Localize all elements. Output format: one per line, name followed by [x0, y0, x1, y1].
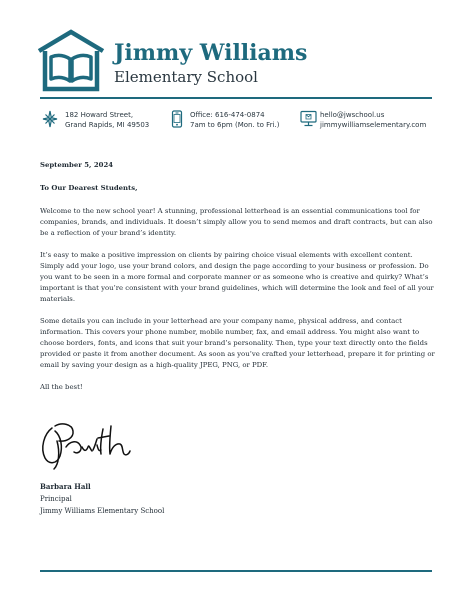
school-name: Jimmy Williams [114, 40, 308, 66]
signer-title: Principal [40, 495, 72, 503]
letter-body [40, 160, 436, 393]
letter-date: September 5, 2024 [40, 161, 114, 169]
signer-name: Barbara Hall [40, 482, 91, 491]
address-line-1: 182 Howard Street, [65, 111, 134, 119]
letter-paragraph-2: It’s easy to make a positive impression on clients by pairing choice visual elements with excellent content. Simply add your logo, use your brand colors, and design the page according to your business or profession. Do you want to be seen in a more formal and corporate manner or as someone who is creative and quirky? What’s important is that you’re consistent with your brand guidelines, which will determine the look and feel of all your materials. [40, 251, 434, 303]
schoolhouse-book-icon [37, 29, 105, 93]
phone-icon [171, 110, 183, 128]
signer-block [40, 481, 164, 517]
letter-closing: All the best! [40, 383, 83, 391]
letter-greeting: To Our Dearest Students, [40, 184, 138, 192]
email-address[interactable]: hello@jwschool.us [320, 111, 385, 119]
website-address[interactable]: jimmywilliamselementary.com [320, 121, 427, 129]
address-line-2: Grand Rapids, MI 49503 [65, 121, 150, 129]
signer-organization: Jimmy Williams Elementary School [40, 507, 165, 515]
handwritten-signature [38, 414, 134, 472]
letter-paragraph-1: Welcome to the new school year! A stunning, professional letterhead is an essential communications tool for companies, brands, and individuals. It doesn’t simply allow you to send memos and draft contracts, but can also be a reflection of your brand’s identity. [40, 207, 433, 237]
school-subtitle: Elementary School [114, 68, 258, 86]
letter-paragraph-3: Some details you can include in your letterhead are your company name, physical address, and contact information. This covers your phone number, mobile number, fax, and email address. You might also want to choose borders, fonts, and icons that suit your brand’s personality. Then, type your text directly onto the fields provided or paste it from another document. As soon as you’ve crafted your letterhead, prepare it for printing or email by saving your design as a high-quality JPEG, PNG, or PDF. [40, 317, 435, 369]
footer-divider [40, 570, 432, 572]
compass-rose-icon [42, 110, 58, 128]
computer-email-icon [300, 110, 317, 128]
phone-line-1: Office: 616-474-0874 [190, 111, 265, 119]
phone-line-2: 7am to 6pm (Mon. to Fri.) [190, 121, 280, 129]
header-divider [40, 97, 432, 99]
